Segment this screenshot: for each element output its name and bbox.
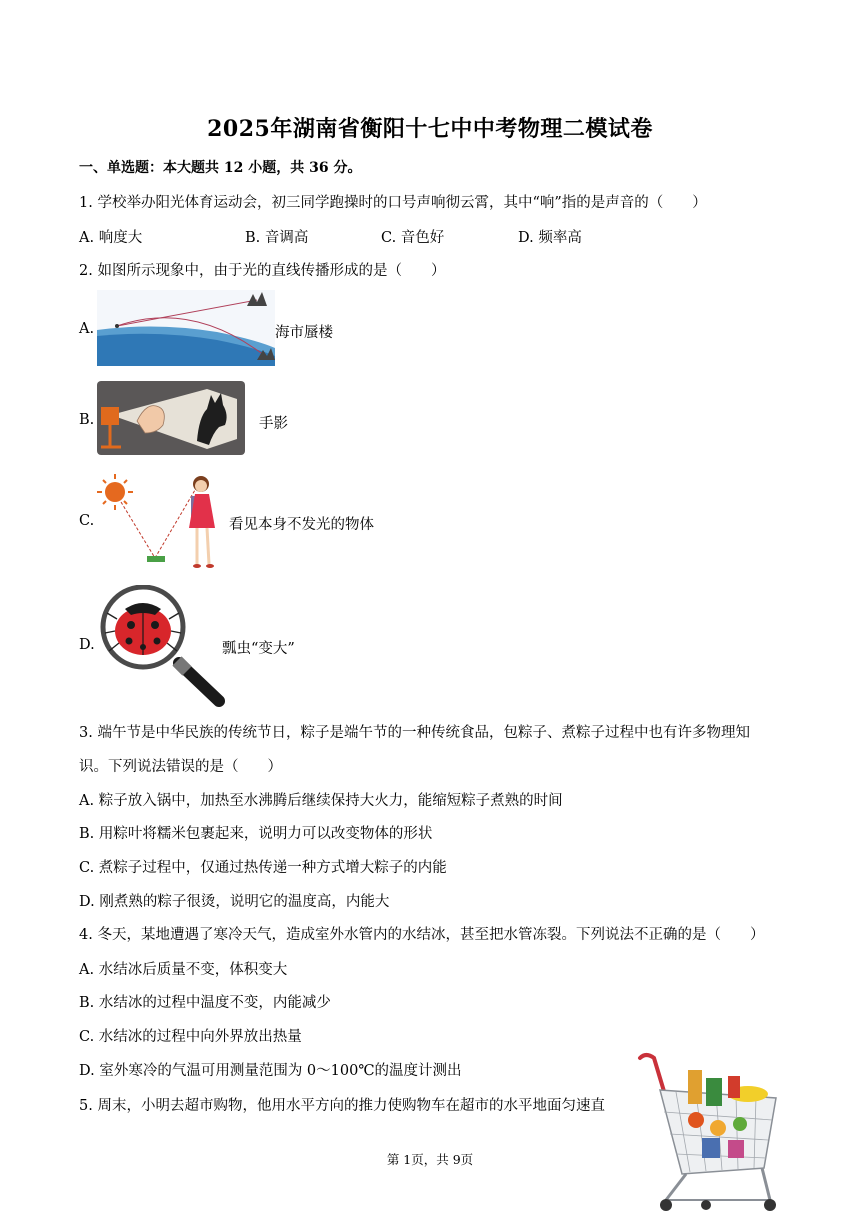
q2-option-b-letter: B. (79, 412, 95, 428)
q3-option-a[interactable]: A. 粽子放入锅中，加热至水沸腾后继续保持大火力，能缩短粽子煮熟的时间 (79, 793, 563, 809)
q3-option-b[interactable]: B. 用粽叶将糯米包裹起来，说明力可以改变物体的形状 (79, 826, 433, 842)
q4-option-d[interactable]: D. 室外寒冷的气温可用测量范围为 0～100℃的温度计测出 (79, 1063, 462, 1079)
q2-option-d[interactable] (79, 585, 479, 707)
question-2-stem: 2. 如图所示现象中，由于光的直线传播形成的是（ ） (79, 263, 446, 279)
q2-option-c-letter: C. (79, 513, 95, 529)
page-title: 2025年湖南省衡阳十七中中考物理二模试卷 (207, 116, 653, 142)
q2-option-a-caption: 海市蜃楼 (275, 325, 333, 341)
q2-option-b[interactable] (79, 381, 479, 457)
q1-option-d[interactable]: D. 频率高 (518, 230, 582, 246)
q3-option-d[interactable]: D. 刚煮熟的粽子很烫，说明它的温度高，内能大 (79, 894, 390, 910)
q2-option-d-letter: D. (79, 637, 95, 653)
shopping-cart-illustration (636, 1050, 786, 1212)
q4-option-a[interactable]: A. 水结冰后质量不变，体积变大 (79, 962, 288, 978)
question-1-stem: 1. 学校举办阳光体育运动会，初三同学跑操时的口号声响彻云霄，其中“响”指的是声音的（ ） (79, 195, 707, 211)
q2-option-a-letter: A. (79, 321, 95, 337)
q2-option-a[interactable] (79, 290, 479, 368)
q1-option-c[interactable]: C. 音色好 (381, 230, 445, 246)
reflection-illustration (97, 470, 227, 574)
q1-option-b[interactable]: B. 音调高 (245, 230, 309, 246)
question-3-stem-line1: 3. 端午节是中华民族的传统节日，粽子是端午节的一种传统食品，包粽子、煮粽子过程中也有许多物理知 (79, 725, 750, 741)
q1-option-a[interactable]: A. 响度大 (79, 230, 143, 246)
hand-shadow-illustration (97, 381, 245, 455)
q4-option-c[interactable]: C. 水结冰的过程中向外界放出热量 (79, 1029, 302, 1045)
q2-option-c-caption: 看见本身不发光的物体 (229, 517, 374, 533)
q4-option-b[interactable]: B. 水结冰的过程中温度不变，内能减少 (79, 995, 331, 1011)
question-3-stem-line2: 识。下列说法错误的是（ ） (79, 759, 282, 775)
mirage-illustration (97, 290, 275, 366)
magnifier-ladybug-illustration (95, 585, 225, 707)
q3-option-c[interactable]: C. 煮粽子过程中，仅通过热传递一种方式增大粽子的内能 (79, 860, 447, 876)
section-heading: 一、单选题：本大题共 12 小题，共 36 分。 (79, 160, 362, 176)
page-footer: 第 1页，共 9页 (386, 1152, 474, 1167)
q2-option-d-caption: 瓢虫“变大” (222, 641, 295, 657)
q2-option-b-caption: 手影 (259, 416, 288, 432)
question-5-stem: 5. 周末，小明去超市购物，他用水平方向的推力使购物车在超市的水平地面匀速直 (79, 1098, 605, 1114)
q2-option-c[interactable] (79, 470, 479, 574)
question-4-stem: 4. 冬天，某地遭遇了寒冷天气，造成室外水管内的水结冰，甚至把水管冻裂。下列说法不正确的是（ ） (79, 927, 765, 943)
